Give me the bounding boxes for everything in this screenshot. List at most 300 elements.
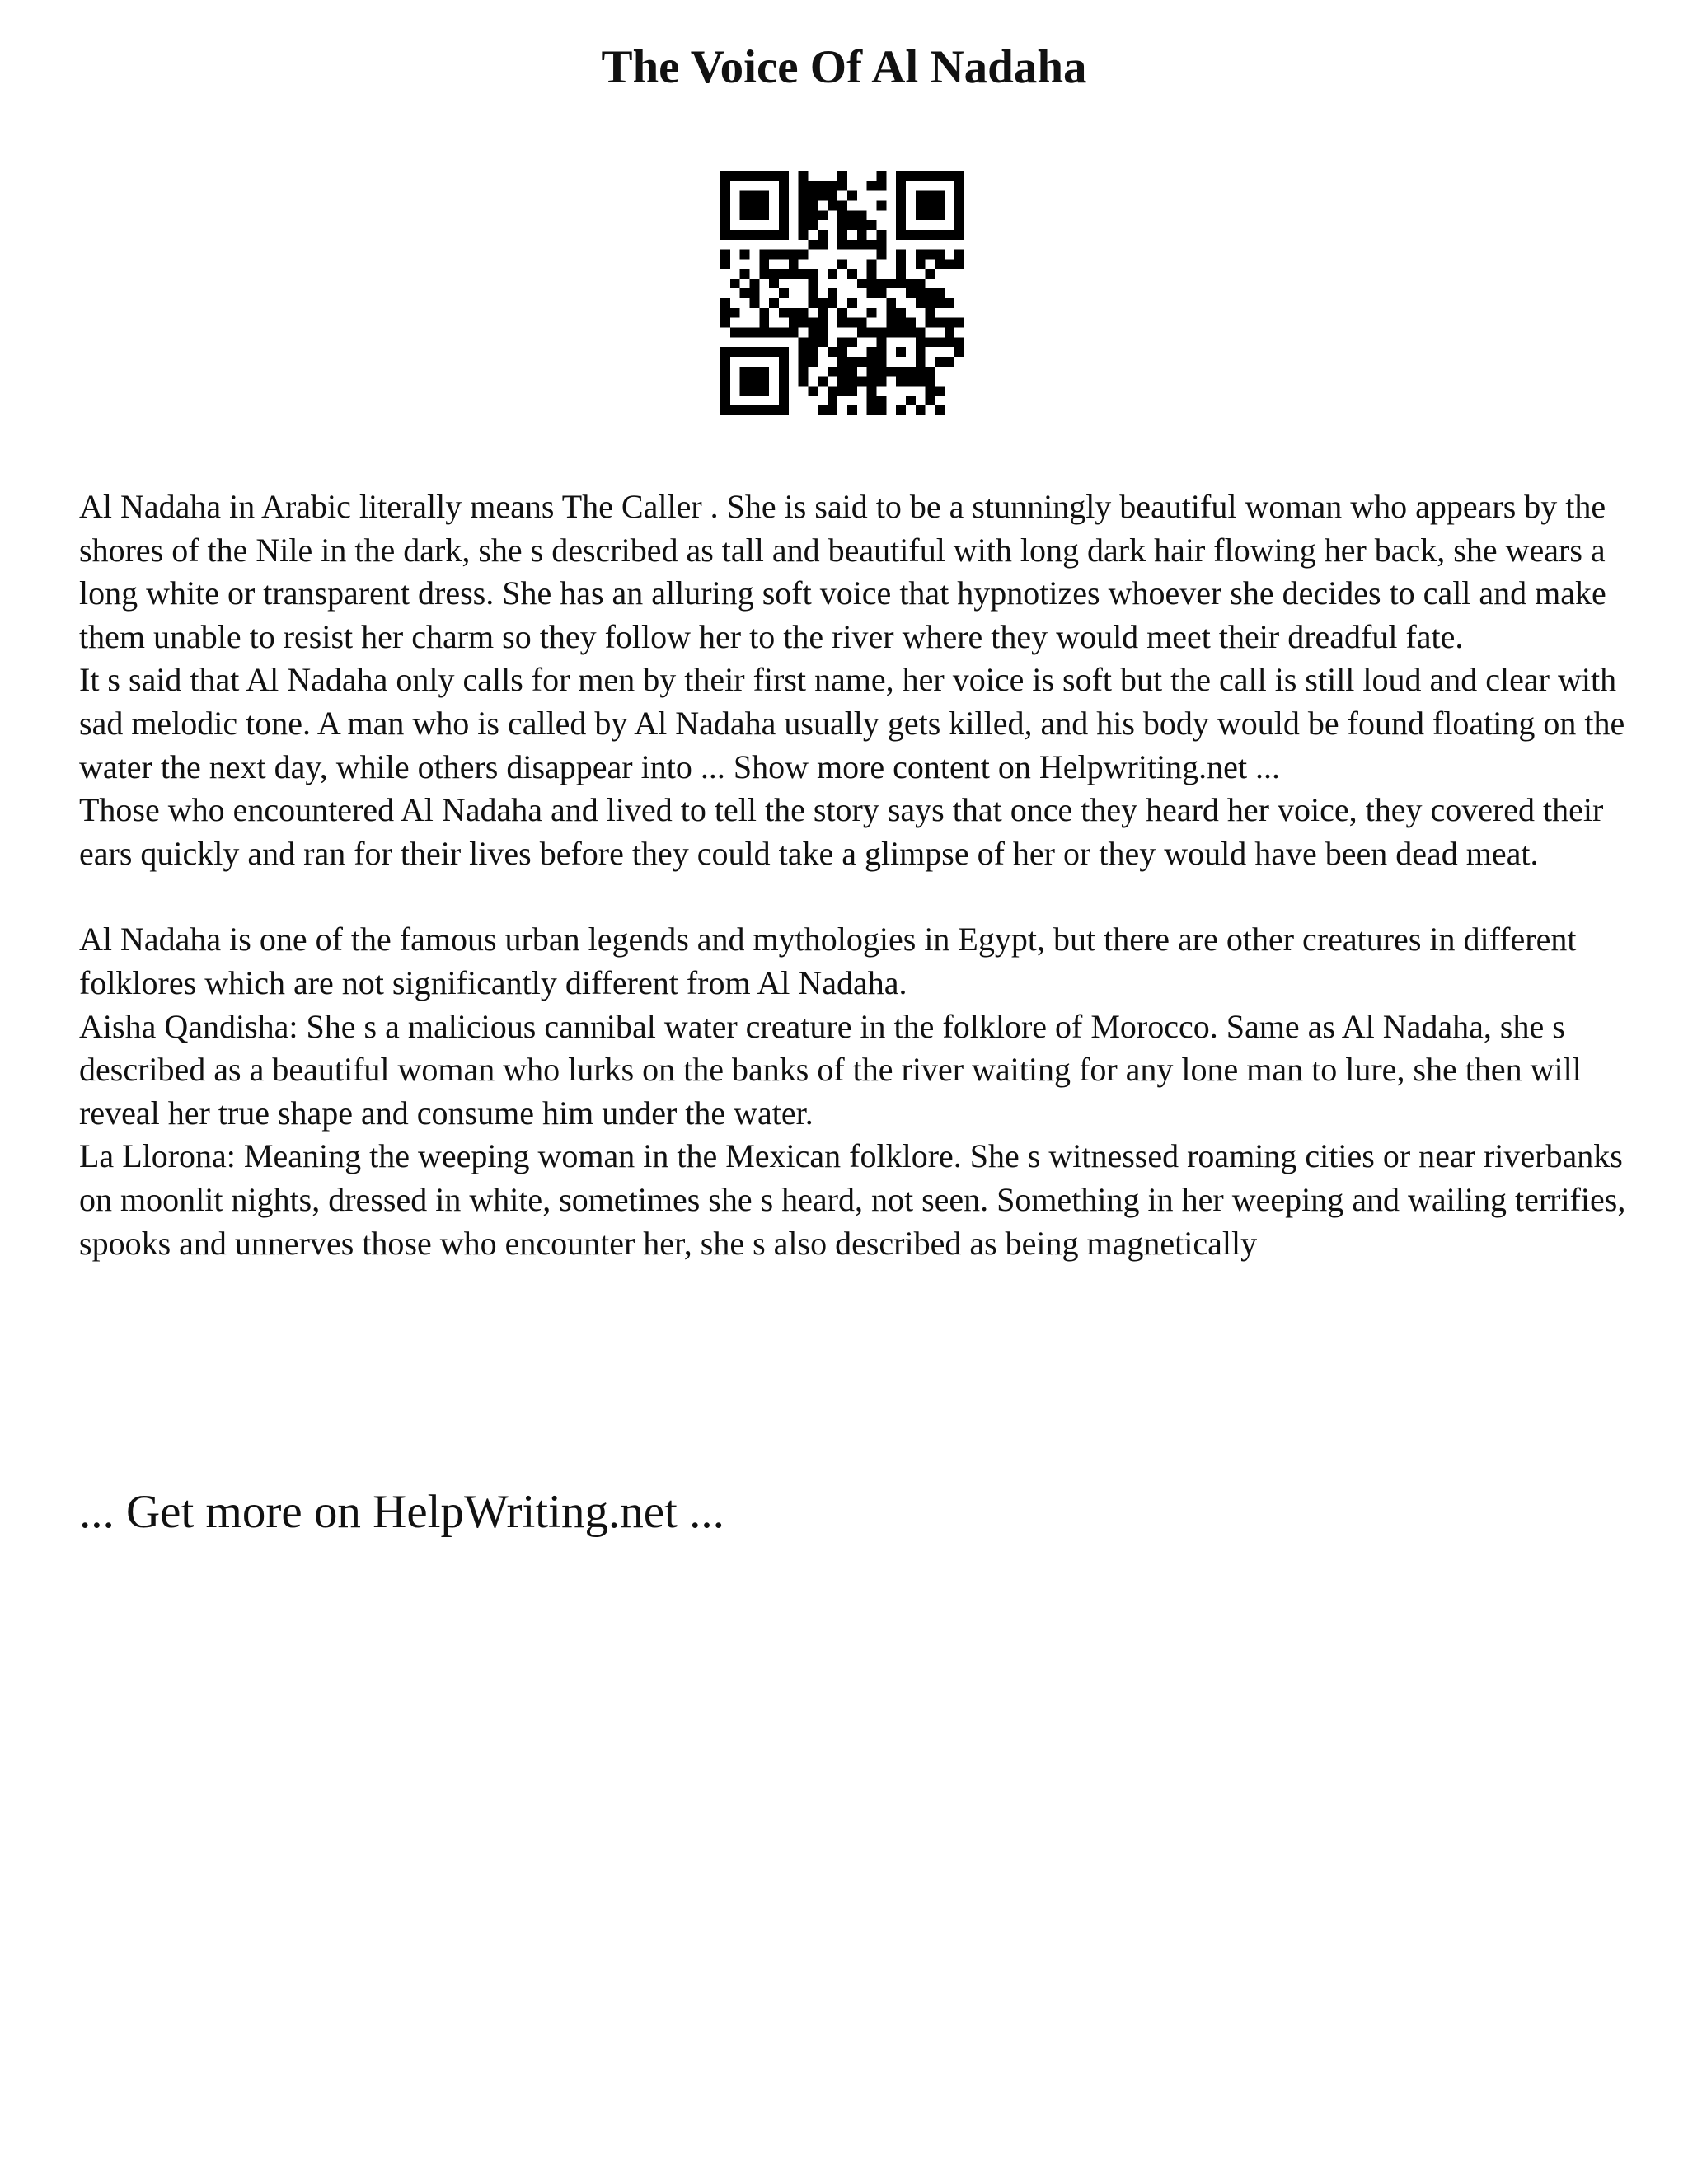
qr-module	[740, 250, 750, 260]
qr-module	[935, 171, 945, 181]
qr-module	[779, 367, 789, 377]
qr-module	[954, 191, 964, 201]
qr-module	[876, 396, 886, 405]
qr-module	[906, 230, 916, 240]
qr-module	[886, 367, 896, 377]
qr-module	[896, 201, 906, 211]
qr-module	[730, 327, 740, 337]
qr-module	[837, 377, 847, 387]
qr-module	[759, 367, 769, 377]
qr-module	[769, 327, 779, 337]
qr-module	[809, 357, 818, 367]
qr-module	[720, 318, 730, 328]
qr-module	[730, 308, 740, 318]
qr-module	[769, 250, 779, 260]
qr-module	[759, 269, 769, 279]
qr-module	[945, 327, 954, 337]
qr-module	[837, 367, 847, 377]
qr-module	[857, 318, 867, 328]
qr-module	[916, 367, 926, 377]
qr-module	[837, 357, 847, 367]
qr-module	[750, 386, 760, 396]
qr-module	[935, 201, 945, 211]
qr-module	[740, 210, 750, 220]
qr-module	[799, 347, 809, 357]
qr-module	[916, 201, 926, 211]
qr-module	[809, 386, 818, 396]
qr-module	[779, 171, 789, 181]
qr-module	[799, 210, 809, 220]
qr-module	[828, 201, 837, 211]
qr-module	[769, 279, 779, 288]
qr-module	[926, 201, 935, 211]
qr-module	[750, 347, 760, 357]
qr-module	[954, 260, 964, 269]
qr-module	[720, 191, 730, 201]
qr-module	[876, 377, 886, 387]
qr-module	[759, 191, 769, 201]
qr-module	[730, 347, 740, 357]
qr-module	[789, 318, 799, 328]
qr-module	[720, 181, 730, 191]
qr-module	[896, 220, 906, 230]
qr-module	[847, 377, 857, 387]
qr-module	[926, 269, 935, 279]
qr-module	[809, 191, 818, 201]
qr-module	[954, 181, 964, 191]
qr-module	[916, 279, 926, 288]
qr-module	[779, 201, 789, 211]
qr-module	[935, 298, 945, 308]
qr-module	[730, 279, 740, 288]
qr-module	[935, 230, 945, 240]
qr-module	[954, 250, 964, 260]
qr-module	[906, 171, 916, 181]
qr-module	[935, 210, 945, 220]
qr-module	[828, 181, 837, 191]
qr-module	[945, 298, 954, 308]
qr-module	[867, 260, 877, 269]
qr-module	[759, 171, 769, 181]
qr-module	[720, 298, 730, 308]
qr-module	[809, 269, 818, 279]
qr-module	[867, 377, 877, 387]
qr-module	[916, 288, 926, 298]
paragraph-gap	[79, 875, 1629, 918]
qr-module	[740, 377, 750, 387]
qr-module	[876, 250, 886, 260]
qr-module	[828, 269, 837, 279]
qr-module	[828, 405, 837, 415]
qr-module	[896, 308, 906, 318]
qr-module	[926, 377, 935, 387]
qr-module	[789, 260, 799, 269]
qr-module	[730, 230, 740, 240]
qr-module	[828, 191, 837, 201]
qr-module	[926, 318, 935, 328]
qr-module	[809, 347, 818, 357]
qr-module	[799, 171, 809, 181]
qr-module	[896, 171, 906, 181]
qr-module	[750, 367, 760, 377]
qr-module	[779, 220, 789, 230]
qr-module	[876, 288, 886, 298]
qr-module	[720, 367, 730, 377]
qr-module	[896, 318, 906, 328]
qr-module	[799, 367, 809, 377]
qr-module	[720, 260, 730, 269]
qr-module	[720, 171, 730, 181]
qr-module	[906, 288, 916, 298]
qr-module	[945, 318, 954, 328]
qr-module	[837, 337, 847, 347]
qr-module	[818, 405, 828, 415]
qr-module	[740, 347, 750, 357]
qr-module	[926, 308, 935, 318]
qr-module	[837, 318, 847, 328]
qr-module	[945, 260, 954, 269]
qr-module	[720, 396, 730, 405]
qr-module	[954, 210, 964, 220]
qr-module	[759, 327, 769, 337]
qr-module	[876, 405, 886, 415]
qr-module	[847, 269, 857, 279]
qr-module	[779, 288, 789, 298]
qr-code-graphic	[720, 171, 964, 415]
qr-module	[740, 201, 750, 211]
qr-module	[799, 201, 809, 211]
qr-module	[779, 377, 789, 387]
qr-module	[926, 288, 935, 298]
qr-module	[779, 347, 789, 357]
qr-module	[779, 210, 789, 220]
qr-module	[799, 308, 809, 318]
qr-module	[916, 405, 926, 415]
qr-module	[954, 318, 964, 328]
qr-module	[799, 230, 809, 240]
qr-module	[740, 171, 750, 181]
qr-module	[935, 191, 945, 201]
qr-module	[876, 171, 886, 181]
qr-module	[779, 191, 789, 201]
qr-module	[809, 318, 818, 328]
qr-module	[847, 357, 857, 367]
qr-module	[886, 279, 896, 288]
qr-module	[847, 318, 857, 328]
qr-module	[876, 347, 886, 357]
qr-module	[857, 327, 867, 337]
qr-module	[926, 210, 935, 220]
qr-module	[779, 386, 789, 396]
qr-module	[847, 405, 857, 415]
qr-module	[750, 298, 760, 308]
qr-module	[837, 260, 847, 269]
qr-module	[720, 220, 730, 230]
qr-module	[759, 201, 769, 211]
qr-module	[809, 337, 818, 347]
qr-module	[896, 181, 906, 191]
qr-module	[847, 191, 857, 201]
qr-module	[809, 181, 818, 191]
paragraph-la-llorona: La Llorona: Meaning the weeping woman in the Mexican folklore. She s witnessed roaming cities or near riverbanks on moonlit nights, dressed in white, sometimes she s heard, not seen. Something in her weeping and wailing terrifies, spooks and unnerves those who encounter her, she s also described as being magnetically	[79, 1137, 1626, 1262]
qr-module	[867, 396, 877, 405]
paragraph-al-nadaha-meaning: Al Nadaha in Arabic literally means The Caller . She is said to be a stunningly beautiful woman who appears by the shores of the Nile in the dark, she s described as tall and beautiful with long dark hair flowing her back, she wears a long white or transparent dress. She has an alluring soft voice that hypnotizes whoever she decides to call and make them unable to resist her charm so they follow her to the river where they would meet their dreadful fate.	[79, 488, 1606, 655]
qr-module	[876, 181, 886, 191]
qr-module	[809, 210, 818, 220]
qr-module	[809, 288, 818, 298]
qr-module	[750, 210, 760, 220]
qr-module	[818, 308, 828, 318]
qr-module	[876, 337, 886, 347]
qr-module	[818, 210, 828, 220]
qr-module	[720, 230, 730, 240]
qr-module	[828, 347, 837, 357]
qr-module	[896, 327, 906, 337]
qr-module	[818, 298, 828, 308]
qr-module	[935, 357, 945, 367]
qr-module	[916, 377, 926, 387]
qr-module	[828, 288, 837, 298]
qr-module	[818, 191, 828, 201]
qr-module	[916, 260, 926, 269]
qr-module	[857, 377, 867, 387]
paragraph-aisha-qandisha: Aisha Qandisha: She s a malicious cannibal water creature in the folklore of Morocco. Same as Al Nadaha, she s described as a beautiful woman who lurks on the banks of the river waiting for any lone man to lure, she then will reveal her true shape and consume him under the water.	[79, 1007, 1582, 1132]
qr-module	[750, 279, 760, 288]
qr-module	[867, 308, 877, 318]
qr-module	[857, 230, 867, 240]
qr-module	[926, 250, 935, 260]
qr-module	[876, 327, 886, 337]
qr-module	[789, 327, 799, 337]
article-body	[79, 485, 1629, 1265]
qr-module	[759, 210, 769, 220]
qr-module	[867, 357, 877, 367]
qr-module	[935, 386, 945, 396]
qr-module	[896, 347, 906, 357]
qr-module	[847, 240, 857, 250]
qr-module	[769, 269, 779, 279]
qr-module	[720, 347, 730, 357]
qr-module	[720, 357, 730, 367]
paragraph-encounters: Those who encountered Al Nadaha and lived to tell the story says that once they heard her voice, they covered their ears quickly and ran for their lives before they could take a glimpse of her or they would have been dead meat.	[79, 791, 1604, 872]
qr-module	[750, 288, 760, 298]
qr-module	[799, 357, 809, 367]
qr-module	[818, 318, 828, 328]
qr-module	[809, 240, 818, 250]
qr-module	[906, 377, 916, 387]
qr-module	[779, 230, 789, 240]
qr-module	[886, 318, 896, 328]
qr-module	[867, 367, 877, 377]
qr-code	[720, 171, 964, 415]
qr-module	[789, 308, 799, 318]
qr-module	[954, 220, 964, 230]
qr-module	[926, 230, 935, 240]
qr-module	[828, 386, 837, 396]
qr-module	[876, 230, 886, 240]
qr-module	[945, 230, 954, 240]
qr-module	[799, 181, 809, 191]
qr-module	[916, 337, 926, 347]
qr-module	[896, 210, 906, 220]
qr-module	[720, 210, 730, 220]
qr-module	[828, 396, 837, 405]
qr-module	[906, 367, 916, 377]
qr-module	[818, 181, 828, 191]
qr-module	[759, 250, 769, 260]
get-more-link[interactable]: ... Get more on HelpWriting.net ...	[79, 1486, 724, 1538]
qr-module	[926, 298, 935, 308]
qr-module	[876, 201, 886, 211]
qr-module	[799, 250, 809, 260]
qr-module	[896, 260, 906, 269]
qr-module	[759, 405, 769, 415]
qr-module	[837, 201, 847, 211]
qr-module	[945, 337, 954, 347]
qr-module	[896, 377, 906, 387]
qr-module	[750, 230, 760, 240]
qr-module	[906, 396, 916, 405]
qr-module	[935, 260, 945, 269]
qr-module	[740, 230, 750, 240]
qr-module	[818, 240, 828, 250]
qr-module	[750, 377, 760, 387]
qr-module	[945, 357, 954, 367]
qr-module	[750, 405, 760, 415]
qr-module	[740, 386, 750, 396]
qr-module	[916, 347, 926, 357]
qr-module	[779, 327, 789, 337]
qr-module	[769, 405, 779, 415]
qr-module	[847, 298, 857, 308]
qr-module	[954, 337, 964, 347]
qr-module	[809, 279, 818, 288]
qr-module	[837, 181, 847, 191]
qr-module	[857, 357, 867, 367]
qr-module	[935, 318, 945, 328]
qr-module	[799, 337, 809, 347]
qr-module	[847, 220, 857, 230]
qr-module	[720, 201, 730, 211]
qr-module	[837, 220, 847, 230]
qr-module	[935, 405, 945, 415]
qr-module	[916, 171, 926, 181]
qr-module	[867, 327, 877, 337]
qr-module	[916, 191, 926, 201]
qr-module	[954, 201, 964, 211]
qr-module	[809, 201, 818, 211]
qr-module	[916, 230, 926, 240]
qr-module	[896, 191, 906, 201]
qr-module	[809, 298, 818, 308]
qr-module	[799, 269, 809, 279]
qr-module	[769, 230, 779, 240]
qr-module	[876, 279, 886, 288]
qr-module	[799, 318, 809, 328]
qr-module	[769, 171, 779, 181]
qr-module	[750, 201, 760, 211]
qr-module	[740, 288, 750, 298]
qr-module	[779, 269, 789, 279]
qr-module	[867, 181, 877, 191]
qr-module	[876, 240, 886, 250]
qr-module	[954, 347, 964, 357]
qr-module	[935, 288, 945, 298]
qr-module	[720, 405, 730, 415]
qr-module	[779, 405, 789, 415]
qr-module	[926, 191, 935, 201]
qr-module	[867, 405, 877, 415]
qr-module	[837, 171, 847, 181]
qr-module	[828, 298, 837, 308]
qr-module	[730, 171, 740, 181]
qr-module	[857, 240, 867, 250]
qr-module	[916, 357, 926, 367]
qr-module	[916, 250, 926, 260]
qr-module	[720, 250, 730, 260]
qr-module	[799, 191, 809, 201]
qr-module	[759, 347, 769, 357]
qr-module	[906, 279, 916, 288]
qr-module	[906, 327, 916, 337]
qr-module	[837, 240, 847, 250]
qr-module	[799, 377, 809, 387]
qr-module	[867, 347, 877, 357]
document-title: The Voice Of Al Nadaha	[601, 41, 1087, 93]
qr-module	[886, 327, 896, 337]
qr-module	[926, 396, 935, 405]
qr-module	[926, 386, 935, 396]
qr-module	[896, 230, 906, 240]
qr-module	[779, 357, 789, 367]
qr-module	[769, 347, 779, 357]
qr-module	[740, 191, 750, 201]
qr-module	[759, 230, 769, 240]
qr-module	[935, 337, 945, 347]
qr-module	[779, 181, 789, 191]
qr-module	[750, 327, 760, 337]
qr-module	[857, 279, 867, 288]
qr-module	[857, 220, 867, 230]
qr-module	[779, 308, 789, 318]
qr-module	[926, 337, 935, 347]
qr-module	[809, 327, 818, 337]
qr-module	[876, 367, 886, 377]
qr-module	[954, 171, 964, 181]
qr-module	[886, 308, 896, 318]
qr-module	[799, 220, 809, 230]
qr-module	[759, 308, 769, 318]
qr-module	[954, 230, 964, 240]
qr-module	[916, 298, 926, 308]
qr-module	[867, 269, 877, 279]
qr-module	[779, 396, 789, 405]
qr-module	[876, 357, 886, 367]
qr-module	[818, 377, 828, 387]
qr-module	[847, 367, 857, 377]
qr-module	[906, 318, 916, 328]
qr-module	[720, 386, 730, 396]
qr-module	[730, 405, 740, 415]
qr-module	[769, 298, 779, 308]
qr-module	[779, 250, 789, 260]
qr-module	[896, 279, 906, 288]
qr-module	[896, 405, 906, 415]
qr-module	[916, 210, 926, 220]
qr-module	[847, 210, 857, 220]
qr-module	[916, 327, 926, 337]
qr-module	[740, 405, 750, 415]
